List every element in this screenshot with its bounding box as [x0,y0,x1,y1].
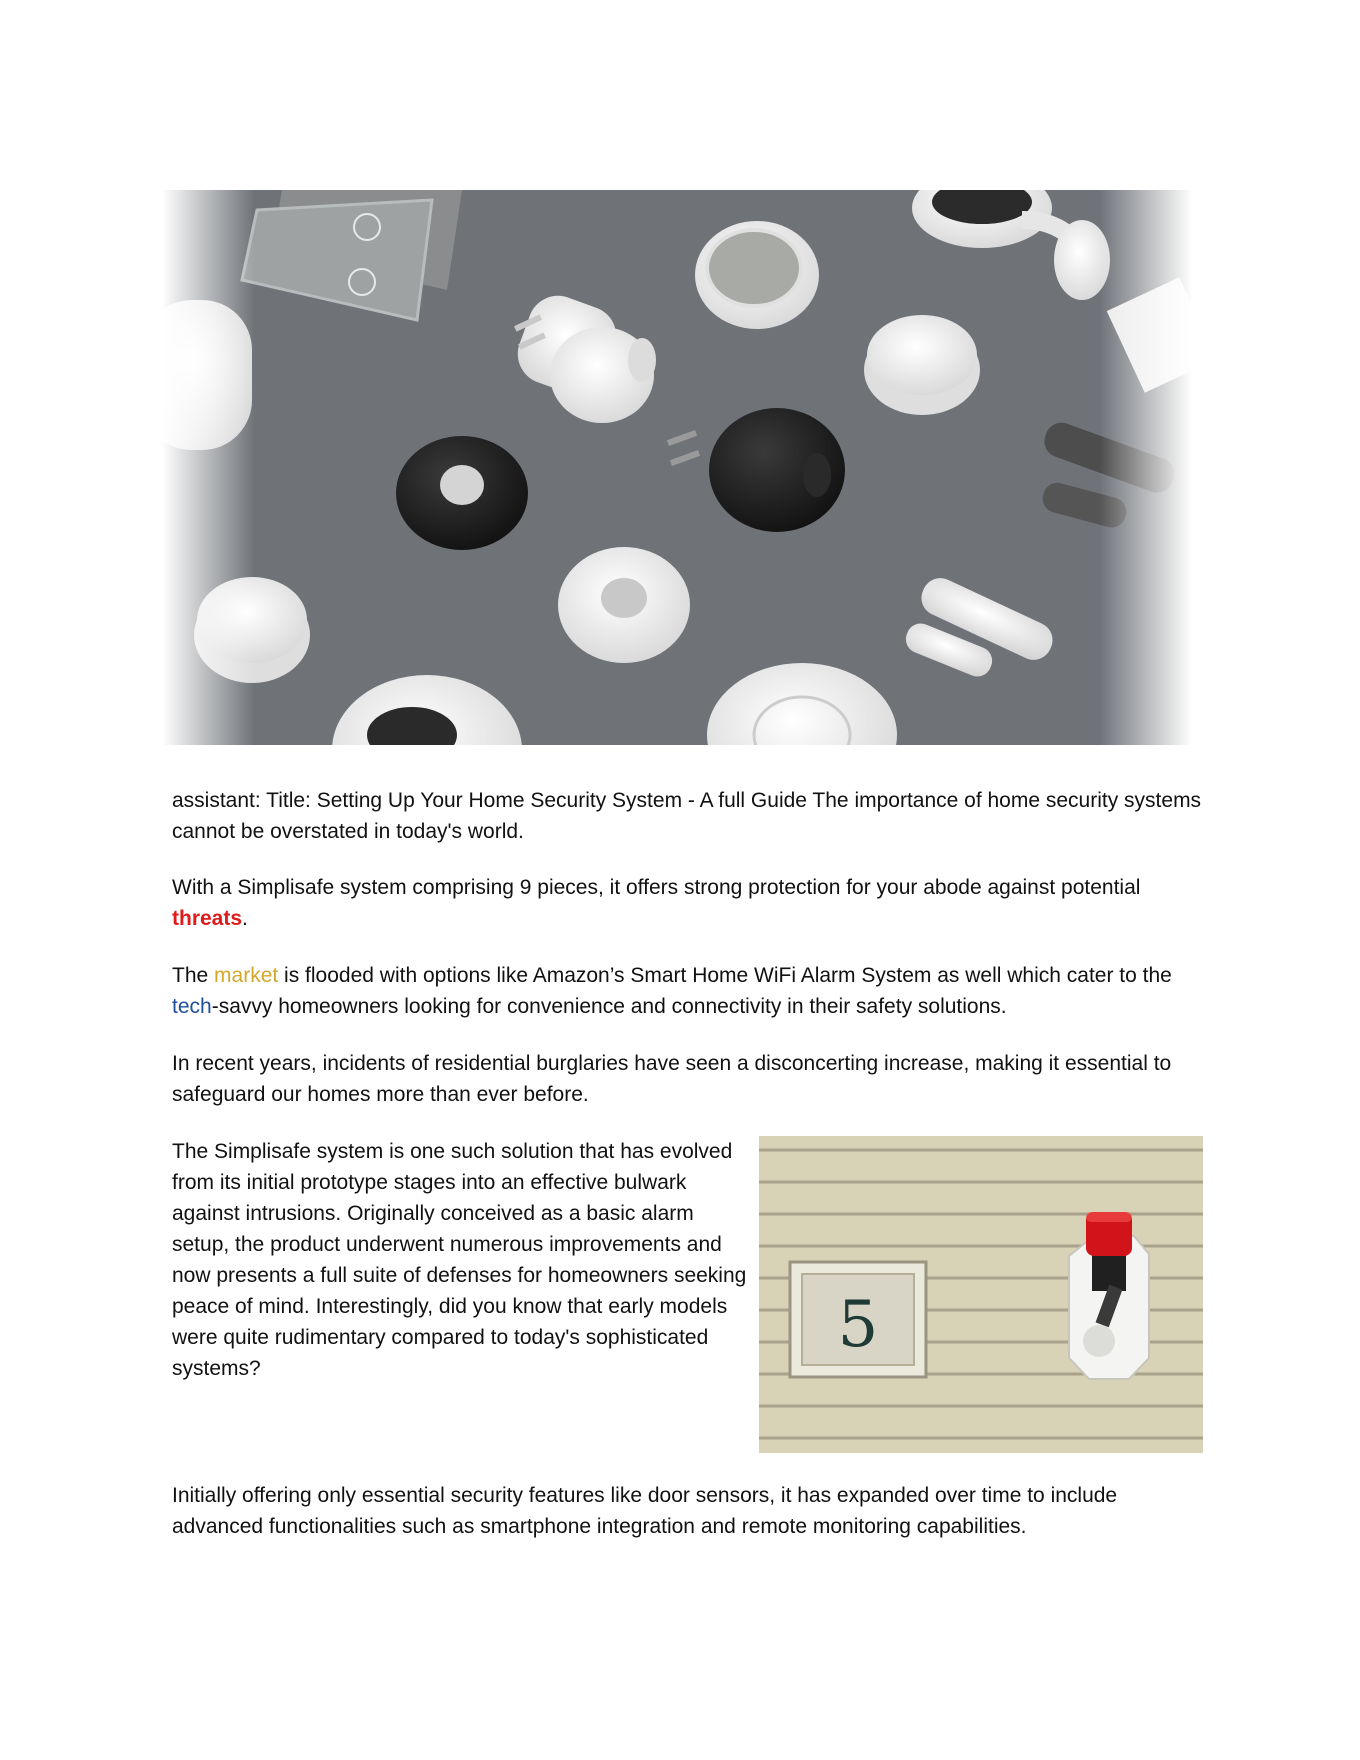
keyword-threats: threats [172,907,243,930]
keyword-tech: tech [172,995,212,1018]
paragraph-text: With a Simplisafe system comprising 9 pieces, it offers strong protection for your abode against potential [172,876,1141,899]
keyword-market: market [214,964,279,987]
house-number-alarm-image [759,1136,1203,1453]
house-number: 5 [837,1288,879,1362]
paragraph-burglaries: In recent years, incidents of residential burglaries have seen a disconcerting increase, making it essential to safeguard our homes more than ever before. [172,1052,1172,1106]
paragraph-text: is flooded with options like Amazon’s Smart Home WiFi Alarm System as well which cater to the [278,964,1172,987]
house-number-plaque [790,1262,926,1377]
paragraph-text: . [242,907,248,930]
paragraph-text: -savvy homeowners looking for convenience and connectivity in their safety solutions. [211,995,1007,1018]
hero-image-security-devices [162,190,1192,745]
paragraph-evolution: The Simplisafe system is one such solution that has evolved from its initial prototype stages into an effective bulwark against intrusions. Originally conceived as a basic alarm setup, the product underwent numerous improvements and now presents a full suite of defenses for homeowners seeking peace of mind. Interestingly, did you know that early models were quite rudimentary compared to today's sophisticated systems? [172,1140,747,1380]
paragraph-simplisafe [172,872,1202,934]
paragraph-market [172,960,1202,1022]
paragraph-text: The [172,964,215,987]
paragraph-features: Initially offering only essential security features like door sensors, it has expanded over time to include advanced functionalities such as smartphone integration and remote monitoring capabilities. [172,1484,1118,1538]
paragraph-intro: assistant: Title: Setting Up Your Home Security System - A full Guide The importance of home security systems cannot be overstated in today's world. [172,789,1202,843]
